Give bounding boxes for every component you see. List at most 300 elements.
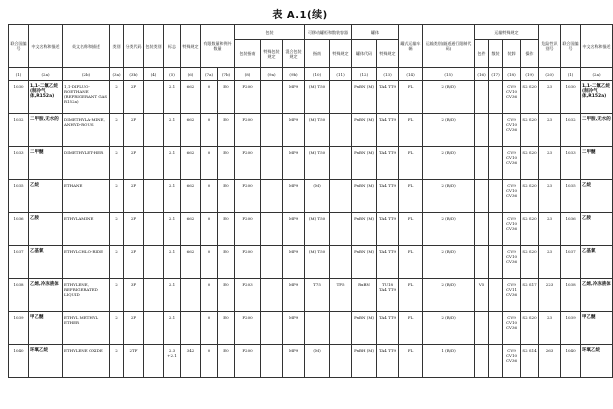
cell-loading: CV9 CV11 CV36 — [503, 279, 521, 312]
cell-bulk — [489, 279, 503, 312]
cell-special-provision — [181, 279, 201, 312]
cell-tank-code: PxBN (M) — [352, 180, 377, 213]
cell-name-en: ETHANE — [63, 180, 110, 213]
cell-tank-code: PxBN (M) — [352, 81, 377, 114]
cell-special-provision: 662 — [181, 147, 201, 180]
cell-un-number: 1040 — [9, 345, 29, 378]
cell-limited-quantity: 0 — [201, 180, 218, 213]
cell-excepted-quantity: E0 — [218, 345, 235, 378]
cell-special-packing — [261, 147, 283, 180]
cell-tank-special-2: TA4 TT9 — [377, 345, 399, 378]
column-number: (12) — [352, 68, 377, 81]
cell-special-packing — [261, 345, 283, 378]
cell-un-number: 1036 — [9, 213, 29, 246]
column-number: (2a) — [29, 68, 63, 81]
cell-special-provision: 342 — [181, 345, 201, 378]
cell-excepted-quantity: E0 — [218, 180, 235, 213]
cell-operation: S2 S20 — [521, 246, 539, 279]
cell-excepted-quantity: E0 — [218, 246, 235, 279]
cell-mixed-packing: MP9 — [283, 213, 305, 246]
cell-limited-quantity: 0 — [201, 246, 218, 279]
table-row — [9, 147, 613, 180]
cell-packages: V5 — [475, 279, 489, 312]
cell-special-provision — [181, 312, 201, 345]
cell-name-zh: 环氧乙烷 — [29, 345, 63, 378]
cell-un-number: 1035 — [9, 180, 29, 213]
cell-label: 2.1 — [164, 114, 181, 147]
header-limited-quantity: 有限数量和例外数量 — [201, 25, 235, 68]
cell-tank-instruction: (M) — [305, 345, 330, 378]
cell-special-packing — [261, 114, 283, 147]
cell-limited-quantity: 0 — [201, 114, 218, 147]
cell-special-packing — [261, 213, 283, 246]
cell-loading: CV9 CV10 CV36 — [503, 312, 521, 345]
column-number: (19) — [521, 68, 539, 81]
column-number: (6) — [181, 68, 201, 81]
header-name-zh: 中文名称和描述 — [29, 25, 63, 68]
cell-tank-special — [330, 246, 352, 279]
cell-un-number-2: 1030 — [561, 81, 581, 114]
cell-tank-vehicle: FL — [399, 279, 423, 312]
cell-special-packing — [261, 279, 283, 312]
header-tank-code: 罐体代码 — [352, 40, 377, 68]
header-tank-guide: 指南 — [305, 40, 330, 68]
cell-excepted-quantity: E0 — [218, 81, 235, 114]
cell-special-provision: 662 — [181, 246, 201, 279]
cell-operation: S2 S20 — [521, 180, 539, 213]
cell-tank-special-2: TA4 TT9 — [377, 312, 399, 345]
cell-un-number-2: 1037 — [561, 246, 581, 279]
cell-mixed-packing: MP9 — [283, 114, 305, 147]
column-number: (1) — [561, 68, 581, 81]
cell-tank-vehicle: FL — [399, 213, 423, 246]
cell-un-number-2: 1038 — [561, 279, 581, 312]
cell-loading: CV9 CV10 CV36 — [503, 81, 521, 114]
cell-special-packing — [261, 246, 283, 279]
cell-class-code: 2F — [124, 312, 144, 345]
cell-name-zh: 乙胺 — [29, 213, 63, 246]
cell-class: 2 — [110, 345, 124, 378]
cell-class-code: 3F — [124, 279, 144, 312]
cell-hazard-id: 23 — [539, 147, 561, 180]
cell-bulk — [489, 114, 503, 147]
cell-tank-instruction: (M) T50 — [305, 213, 330, 246]
column-number: (15) — [423, 68, 475, 81]
column-number: (7b) — [218, 68, 235, 81]
cell-loading: CV9 CV10 CV36 — [503, 147, 521, 180]
cell-special-packing — [261, 312, 283, 345]
column-number: (17) — [489, 68, 503, 81]
table-row — [9, 279, 613, 312]
cell-transport-category: 2 (B/D) — [423, 246, 475, 279]
cell-label: 2.1 — [164, 180, 181, 213]
cell-packages — [475, 246, 489, 279]
cell-packing-instruction: P200 — [235, 147, 261, 180]
cell-loading: CV9 CV10 CV36 — [503, 213, 521, 246]
cell-class: 2 — [110, 147, 124, 180]
cell-class: 2 — [110, 81, 124, 114]
cell-hazard-id: 23 — [539, 213, 561, 246]
cell-name-en: ETHYLENE OXIDE — [63, 345, 110, 378]
cell-transport-category: 2 (B/D) — [423, 279, 475, 312]
cell-packing-instruction: P200 — [235, 246, 261, 279]
cell-packing-group — [144, 81, 164, 114]
cell-mixed-packing: MP9 — [283, 345, 305, 378]
cell-loading: CV9 CV10 CV36 — [503, 246, 521, 279]
cell-limited-quantity: 0 — [201, 345, 218, 378]
page-title: 表 A.1(续) — [272, 10, 328, 21]
cell-tank-special-2: TA4 TT9 — [377, 180, 399, 213]
header-tank-special-2: 特殊规定 — [377, 40, 399, 68]
cell-tank-vehicle: FL — [399, 246, 423, 279]
cell-class-code: 2F — [124, 147, 144, 180]
table-row — [9, 114, 613, 147]
cell-tank-code: PxBN (M) — [352, 312, 377, 345]
cell-class: 2 — [110, 114, 124, 147]
cell-bulk — [489, 213, 503, 246]
cell-tank-vehicle: FL — [399, 312, 423, 345]
cell-tank-vehicle: FL — [399, 114, 423, 147]
cell-name-zh-2: 乙胺 — [581, 213, 613, 246]
cell-un-number: 1033 — [9, 147, 29, 180]
cell-packing-group — [144, 180, 164, 213]
cell-label: 2.1 — [164, 279, 181, 312]
cell-loading: CV9 CV10 CV36 — [503, 345, 521, 378]
table-row — [9, 180, 613, 213]
column-number: (5) — [164, 68, 181, 81]
cell-mixed-packing: MP9 — [283, 81, 305, 114]
header-transport-category: 运输类别(隧道通行限制代码) — [423, 25, 475, 68]
cell-tank-vehicle: FL — [399, 147, 423, 180]
cell-transport-category: 2 (B/D) — [423, 180, 475, 213]
cell-tank-code: PxBN (M) — [352, 114, 377, 147]
cell-name-en: 1,1-DIFLUO-ROETHANE (REFRIGERANT GAS R152a) — [63, 81, 110, 114]
cell-tank-special-2: TU18 TA4 TT9 — [377, 279, 399, 312]
cell-name-en: ETHYLAMINE — [63, 213, 110, 246]
cell-tank-instruction: (M) — [305, 180, 330, 213]
cell-packing-group — [144, 246, 164, 279]
cell-tank-special — [330, 180, 352, 213]
cell-bulk — [489, 81, 503, 114]
header-un-2: 联合国编号 — [561, 25, 581, 68]
column-number-row — [9, 68, 613, 81]
cell-class-code: 2TF — [124, 345, 144, 378]
cell-tank-instruction: (M) T50 — [305, 147, 330, 180]
header-operation: 操作 — [521, 40, 539, 68]
cell-operation: S2 S20 — [521, 81, 539, 114]
header-tank-vehicle: 罐式运输车辆 — [399, 25, 423, 68]
column-number: (20) — [539, 68, 561, 81]
cell-mixed-packing: MP9 — [283, 147, 305, 180]
cell-class: 2 — [110, 246, 124, 279]
cell-limited-quantity: 0 — [201, 213, 218, 246]
cell-excepted-quantity: E0 — [218, 114, 235, 147]
cell-operation: S2 S20 — [521, 114, 539, 147]
cell-bulk — [489, 312, 503, 345]
cell-packages — [475, 81, 489, 114]
cell-tank-special — [330, 345, 352, 378]
cell-tank-special — [330, 147, 352, 180]
cell-label: 2.1 — [164, 81, 181, 114]
column-number: (4) — [144, 68, 164, 81]
cell-name-zh: 乙基氯 — [29, 246, 63, 279]
column-number: (3a) — [110, 68, 124, 81]
cell-class-code: 2F — [124, 246, 144, 279]
header-class-code: 分类代码 — [124, 25, 144, 68]
cell-bulk — [489, 180, 503, 213]
cell-label: 2.3 +2.1 — [164, 345, 181, 378]
cell-tank-instruction: T75 — [305, 279, 330, 312]
cell-class: 2 — [110, 180, 124, 213]
cell-name-zh-2: 乙烯,冷冻液体 — [581, 279, 613, 312]
cell-transport-category: 2 (B/D) — [423, 213, 475, 246]
cell-excepted-quantity: E0 — [218, 147, 235, 180]
cell-packing-instruction: P200 — [235, 180, 261, 213]
cell-class-code: 2F — [124, 114, 144, 147]
cell-hazard-id: 23 — [539, 312, 561, 345]
header-loading: 装卸 — [503, 40, 521, 68]
cell-limited-quantity: 0 — [201, 81, 218, 114]
cell-operation: S2 S20 — [521, 213, 539, 246]
cell-packages — [475, 213, 489, 246]
cell-limited-quantity: 0 — [201, 279, 218, 312]
cell-loading: CV9 CV10 CV36 — [503, 180, 521, 213]
cell-tank-vehicle: FL — [399, 81, 423, 114]
cell-tank-code: PxBN (M) — [352, 246, 377, 279]
cell-class: 2 — [110, 279, 124, 312]
cell-un-number: 1030 — [9, 81, 29, 114]
cell-tank-special — [330, 81, 352, 114]
cell-tank-special-2: TA4 TT9 — [377, 114, 399, 147]
cell-name-zh-2: 甲乙醚 — [581, 312, 613, 345]
column-number: (14) — [399, 68, 423, 81]
cell-packages — [475, 114, 489, 147]
cell-packing-instruction: P200 — [235, 312, 261, 345]
cell-hazard-id: 23 — [539, 81, 561, 114]
cell-operation: S2 S20 — [521, 147, 539, 180]
cell-packing-group — [144, 114, 164, 147]
header-name-zh-2: 中文名称和描述 — [581, 25, 613, 68]
table-body — [9, 81, 613, 378]
cell-label: 2.1 — [164, 213, 181, 246]
cell-packing-group — [144, 279, 164, 312]
cell-hazard-id: 23 — [539, 180, 561, 213]
header-packages: 包件 — [475, 40, 489, 68]
cell-special-provision: 662 — [181, 180, 201, 213]
cell-name-zh-2: 乙烷 — [581, 180, 613, 213]
cell-hazard-id: 223 — [539, 279, 561, 312]
cell-class: 2 — [110, 213, 124, 246]
header-hazard-id: 危险性识别号 — [539, 25, 561, 68]
cell-excepted-quantity: E0 — [218, 213, 235, 246]
cell-packages — [475, 345, 489, 378]
header-row-1 — [9, 25, 613, 40]
column-number: (2b) — [63, 68, 110, 81]
cell-packing-group — [144, 147, 164, 180]
cell-packing-group — [144, 312, 164, 345]
header-group-tank: 罐体 — [352, 25, 399, 40]
cell-name-en: DIMETHYLA-MINE, ANHYD-ROUS — [63, 114, 110, 147]
cell-label: 2.1 — [164, 147, 181, 180]
cell-bulk — [489, 345, 503, 378]
column-number: (9b) — [283, 68, 305, 81]
cell-tank-code: PxBN (M) — [352, 147, 377, 180]
cell-operation: S2 S17 — [521, 279, 539, 312]
header-special-packing: 特殊包装规定 — [261, 40, 283, 68]
column-number: (2a) — [581, 68, 613, 81]
header-packing-instruction: 包装指南 — [235, 40, 261, 68]
table-row — [9, 213, 613, 246]
cell-excepted-quantity: E0 — [218, 312, 235, 345]
table-row — [9, 345, 613, 378]
cell-name-zh: 二甲胺,无水的 — [29, 114, 63, 147]
cell-tank-special — [330, 213, 352, 246]
cell-un-number-2: 1036 — [561, 213, 581, 246]
cell-mixed-packing: MP9 — [283, 246, 305, 279]
cell-tank-instruction: (M) T50 — [305, 81, 330, 114]
table-row — [9, 246, 613, 279]
cell-bulk — [489, 147, 503, 180]
cell-hazard-id: 23 — [539, 246, 561, 279]
cell-tank-special-2: TA4 TT9 — [377, 147, 399, 180]
cell-un-number-2: 1033 — [561, 147, 581, 180]
cell-packages — [475, 312, 489, 345]
cell-class-code: 2F — [124, 81, 144, 114]
dangerous-goods-table — [8, 24, 613, 378]
cell-special-provision: 662 — [181, 81, 201, 114]
column-number: (3b) — [124, 68, 144, 81]
cell-un-number: 1037 — [9, 246, 29, 279]
header-label: 标志 — [164, 25, 181, 68]
table-row — [9, 312, 613, 345]
header-packing-group: 包装类别 — [144, 25, 164, 68]
cell-un-number-2: 1035 — [561, 180, 581, 213]
header-tank-special: 特殊规定 — [330, 40, 352, 68]
cell-tank-code: PxBH (M) — [352, 345, 377, 378]
column-number: (18) — [503, 68, 521, 81]
cell-tank-vehicle: FL — [399, 180, 423, 213]
header-mixed-packing: 混合包装规定 — [283, 40, 305, 68]
cell-limited-quantity: 0 — [201, 147, 218, 180]
cell-packing-instruction: P200 — [235, 114, 261, 147]
cell-name-zh-2: 二甲胺,无水的 — [581, 114, 613, 147]
cell-packing-instruction: P203 — [235, 279, 261, 312]
cell-packing-group — [144, 345, 164, 378]
cell-name-en: ETHYL METHYL ETHER — [63, 312, 110, 345]
cell-special-packing — [261, 180, 283, 213]
cell-name-en: ETHYLENE, REFRIGERATED LIQUID — [63, 279, 110, 312]
column-number: (11) — [330, 68, 352, 81]
cell-packing-instruction: P200 — [235, 345, 261, 378]
cell-name-zh: 乙烷 — [29, 180, 63, 213]
header-un: 联合国编号 — [9, 25, 29, 68]
cell-name-en: ETHYLCHLO-RIDE — [63, 246, 110, 279]
cell-un-number: 1038 — [9, 279, 29, 312]
cell-transport-category: 2 (B/D) — [423, 312, 475, 345]
cell-tank-special-2: TA4 TT9 — [377, 213, 399, 246]
cell-name-zh: 乙烯,冷冻液体 — [29, 279, 63, 312]
cell-tank-special — [330, 312, 352, 345]
cell-mixed-packing: MP9 — [283, 180, 305, 213]
header-class: 类别 — [110, 25, 124, 68]
cell-name-zh-2: 乙基氯 — [581, 246, 613, 279]
column-number: (8) — [235, 68, 261, 81]
cell-packing-group — [144, 213, 164, 246]
header-bulk: 散装 — [489, 40, 503, 68]
column-number: (7a) — [201, 68, 218, 81]
cell-packing-instruction: P200 — [235, 81, 261, 114]
cell-operation: S2 S14 — [521, 345, 539, 378]
cell-name-zh: 甲乙醚 — [29, 312, 63, 345]
cell-tank-instruction: (M) T50 — [305, 246, 330, 279]
cell-un-number-2: 1039 — [561, 312, 581, 345]
column-number: (10) — [305, 68, 330, 81]
cell-packages — [475, 180, 489, 213]
cell-special-packing — [261, 81, 283, 114]
cell-mixed-packing: MP9 — [283, 279, 305, 312]
cell-class: 2 — [110, 312, 124, 345]
cell-hazard-id: 23 — [539, 114, 561, 147]
header-special-provisions: 特殊规定 — [181, 25, 201, 68]
cell-name-zh-2: 1,1-二氟乙烷(制冷气体,R152a) — [581, 81, 613, 114]
column-number: (1) — [9, 68, 29, 81]
cell-transport-category: 1 (B/D) — [423, 345, 475, 378]
table-row — [9, 81, 613, 114]
cell-special-provision: 662 — [181, 114, 201, 147]
cell-tank-special-2: TA4 TT9 — [377, 81, 399, 114]
cell-mixed-packing: MP9 — [283, 312, 305, 345]
cell-packing-instruction: P200 — [235, 213, 261, 246]
cell-tank-special — [330, 114, 352, 147]
cell-limited-quantity: 0 — [201, 312, 218, 345]
cell-transport-category: 2 (B/D) — [423, 81, 475, 114]
header-group-packaging: 包装 — [235, 25, 305, 40]
column-number: (13) — [377, 68, 399, 81]
cell-class-code: 2F — [124, 213, 144, 246]
cell-transport-category: 2 (B/D) — [423, 114, 475, 147]
column-number: (16) — [475, 68, 489, 81]
cell-tank-code: PxBN (M) — [352, 213, 377, 246]
header-group-portable-tank: 可移动罐柜和散装容器 — [305, 25, 352, 40]
cell-un-number-2: 1032 — [561, 114, 581, 147]
cell-name-zh: 1,1-二氟乙烷(制冷气体,R152a) — [29, 81, 63, 114]
cell-un-number: 1032 — [9, 114, 29, 147]
column-number: (9a) — [261, 68, 283, 81]
cell-name-zh-2: 二甲醚 — [581, 147, 613, 180]
cell-operation: S2 S20 — [521, 312, 539, 345]
cell-tank-instruction: (M) T50 — [305, 114, 330, 147]
cell-loading: CV9 CV10 CV36 — [503, 114, 521, 147]
cell-un-number-2: 1040 — [561, 345, 581, 378]
cell-tank-code: RxBN — [352, 279, 377, 312]
header-group-special: 运输特殊规定 — [475, 25, 539, 40]
cell-name-en: DIMETHYLET-HER — [63, 147, 110, 180]
cell-excepted-quantity: E0 — [218, 279, 235, 312]
header-name-en: 英文名称和描述 — [63, 25, 110, 68]
cell-packages — [475, 147, 489, 180]
cell-tank-instruction — [305, 312, 330, 345]
cell-special-provision: 662 — [181, 213, 201, 246]
cell-tank-special-2: TA4 TT9 — [377, 246, 399, 279]
cell-label: 2.1 — [164, 246, 181, 279]
cell-hazard-id: 263 — [539, 345, 561, 378]
cell-class-code: 2F — [124, 180, 144, 213]
cell-name-zh: 二甲醚 — [29, 147, 63, 180]
cell-un-number: 1039 — [9, 312, 29, 345]
cell-label: 2.1 — [164, 312, 181, 345]
cell-tank-special: TP5 — [330, 279, 352, 312]
cell-bulk — [489, 246, 503, 279]
